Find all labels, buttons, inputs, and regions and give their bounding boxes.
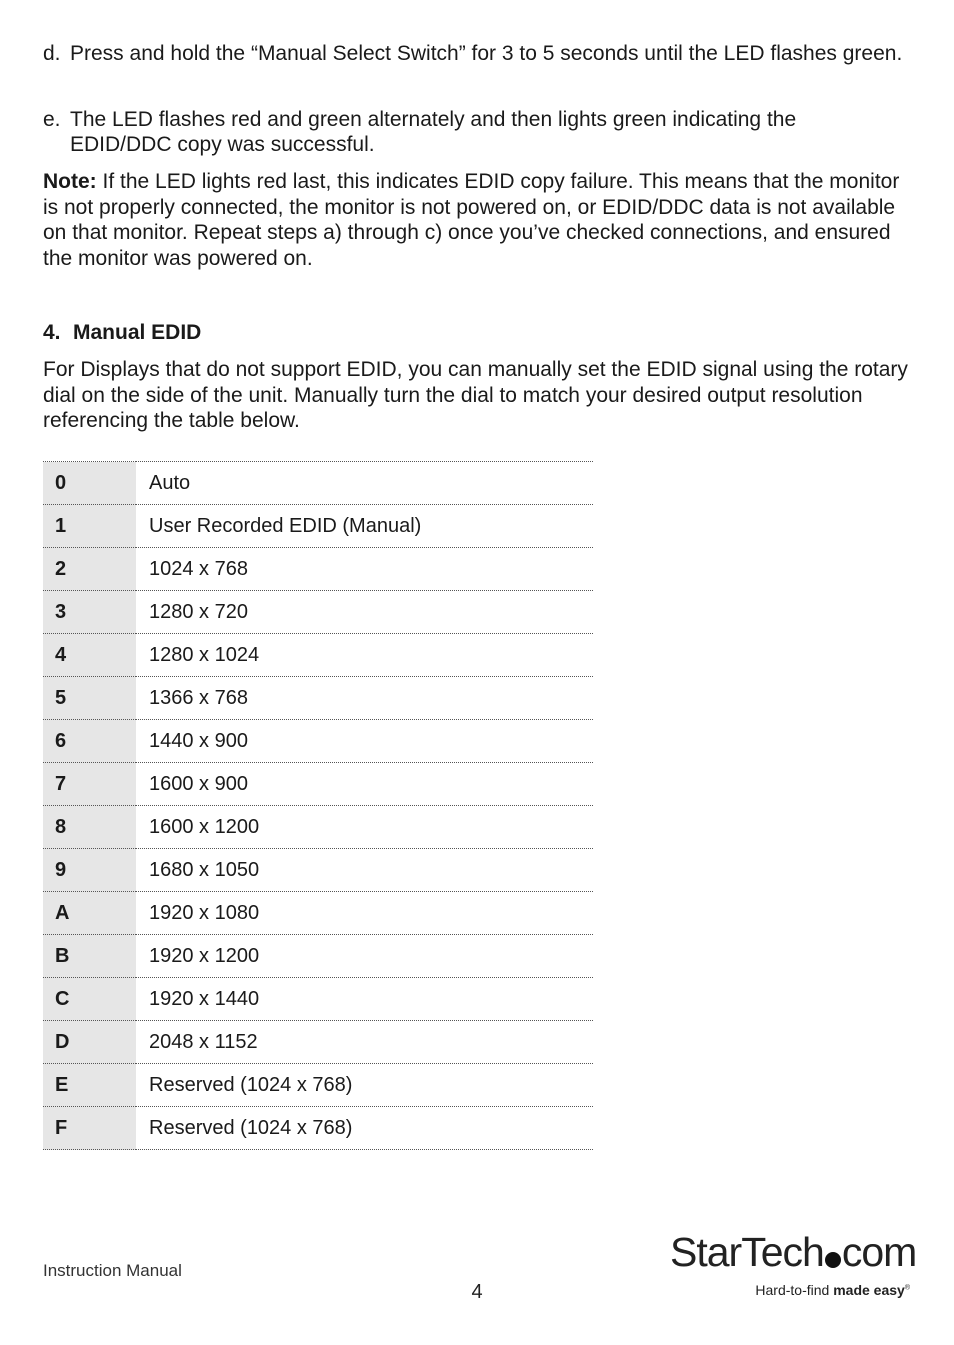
table-row <box>43 548 593 591</box>
section-intro: For Displays that do not support EDID, you can manually set the EDID signal using the rotary dial on the side of the unit. Manually turn the dial to match your desired output resolution referencing the table below. <box>43 358 908 433</box>
dial-position-cell: D <box>43 1021 136 1064</box>
dial-position-cell: F <box>43 1107 136 1150</box>
step-marker: e. <box>43 108 61 131</box>
step-d <box>43 41 903 66</box>
resolution-cell: 1920 x 1440 <box>136 978 593 1021</box>
table-row <box>43 1107 593 1150</box>
brand-logo <box>670 1228 920 1303</box>
step-marker: d. <box>43 42 61 65</box>
table-row <box>43 634 593 677</box>
footer-label: Instruction Manual <box>43 1261 182 1280</box>
step-text: The LED flashes red and green alternately and then lights green indicating the EDID/DDC copy was successful. <box>70 108 797 156</box>
resolution-cell: 1600 x 900 <box>136 763 593 806</box>
dial-position-cell: C <box>43 978 136 1021</box>
dial-position-cell: 2 <box>43 548 136 591</box>
brand-wordmark: StarTech com <box>670 1229 917 1275</box>
resolution-cell: 1280 x 1024 <box>136 634 593 677</box>
table-row <box>43 849 593 892</box>
table-row <box>43 677 593 720</box>
resolution-cell: Reserved (1024 x 768) <box>136 1107 593 1150</box>
dial-position-cell: 6 <box>43 720 136 763</box>
table-row <box>43 806 593 849</box>
resolution-cell: 1366 x 768 <box>136 677 593 720</box>
dial-position-cell: 0 <box>43 462 136 505</box>
resolution-cell: 1920 x 1200 <box>136 935 593 978</box>
dial-position-cell: B <box>43 935 136 978</box>
edid-resolution-table <box>43 461 593 1150</box>
resolution-cell: User Recorded EDID (Manual) <box>136 505 593 548</box>
step-e <box>43 107 903 157</box>
resolution-cell: 1680 x 1050 <box>136 849 593 892</box>
page-number: 4 <box>471 1281 483 1303</box>
resolution-cell: 2048 x 1152 <box>136 1021 593 1064</box>
dial-position-cell: 7 <box>43 763 136 806</box>
resolution-cell: Reserved (1024 x 768) <box>136 1064 593 1107</box>
dial-position-cell: E <box>43 1064 136 1107</box>
note-text: If the LED lights red last, this indicates EDID copy failure. This means that the monitor is not properly connected, the monitor is not powered on, or EDID/DDC data is not available on that monitor. Repeat steps a) through c) once you’ve checked connections, and ensured the monitor was powered on. <box>43 170 900 270</box>
step-text: Press and hold the “Manual Select Switch” for 3 to 5 seconds until the LED flashes green. <box>70 42 903 65</box>
table-row <box>43 1064 593 1107</box>
table-row <box>43 591 593 634</box>
resolution-cell: 1920 x 1080 <box>136 892 593 935</box>
dial-position-cell: 3 <box>43 591 136 634</box>
dial-position-cell: 1 <box>43 505 136 548</box>
table-row <box>43 720 593 763</box>
dial-position-cell: 5 <box>43 677 136 720</box>
dial-position-cell: A <box>43 892 136 935</box>
table-row <box>43 892 593 935</box>
brand-tagline: Hard-to-find made easy® <box>755 1282 910 1298</box>
table-row <box>43 935 593 978</box>
resolution-cell: 1440 x 900 <box>136 720 593 763</box>
resolution-cell: Auto <box>136 462 593 505</box>
section-number: 4. <box>43 321 61 344</box>
resolution-cell: 1024 x 768 <box>136 548 593 591</box>
table-row <box>43 763 593 806</box>
resolution-cell: 1600 x 1200 <box>136 806 593 849</box>
table-row <box>43 978 593 1021</box>
dial-position-cell: 4 <box>43 634 136 677</box>
note-paragraph <box>43 169 911 271</box>
dial-position-cell: 9 <box>43 849 136 892</box>
section-title: Manual EDID <box>73 321 202 344</box>
table-row <box>43 462 593 505</box>
logo-dot-icon <box>825 1252 841 1268</box>
note-label: Note: <box>43 170 97 193</box>
table-row <box>43 505 593 548</box>
resolution-cell: 1280 x 720 <box>136 591 593 634</box>
section-heading <box>43 320 201 345</box>
dial-position-cell: 8 <box>43 806 136 849</box>
table-row <box>43 1021 593 1064</box>
